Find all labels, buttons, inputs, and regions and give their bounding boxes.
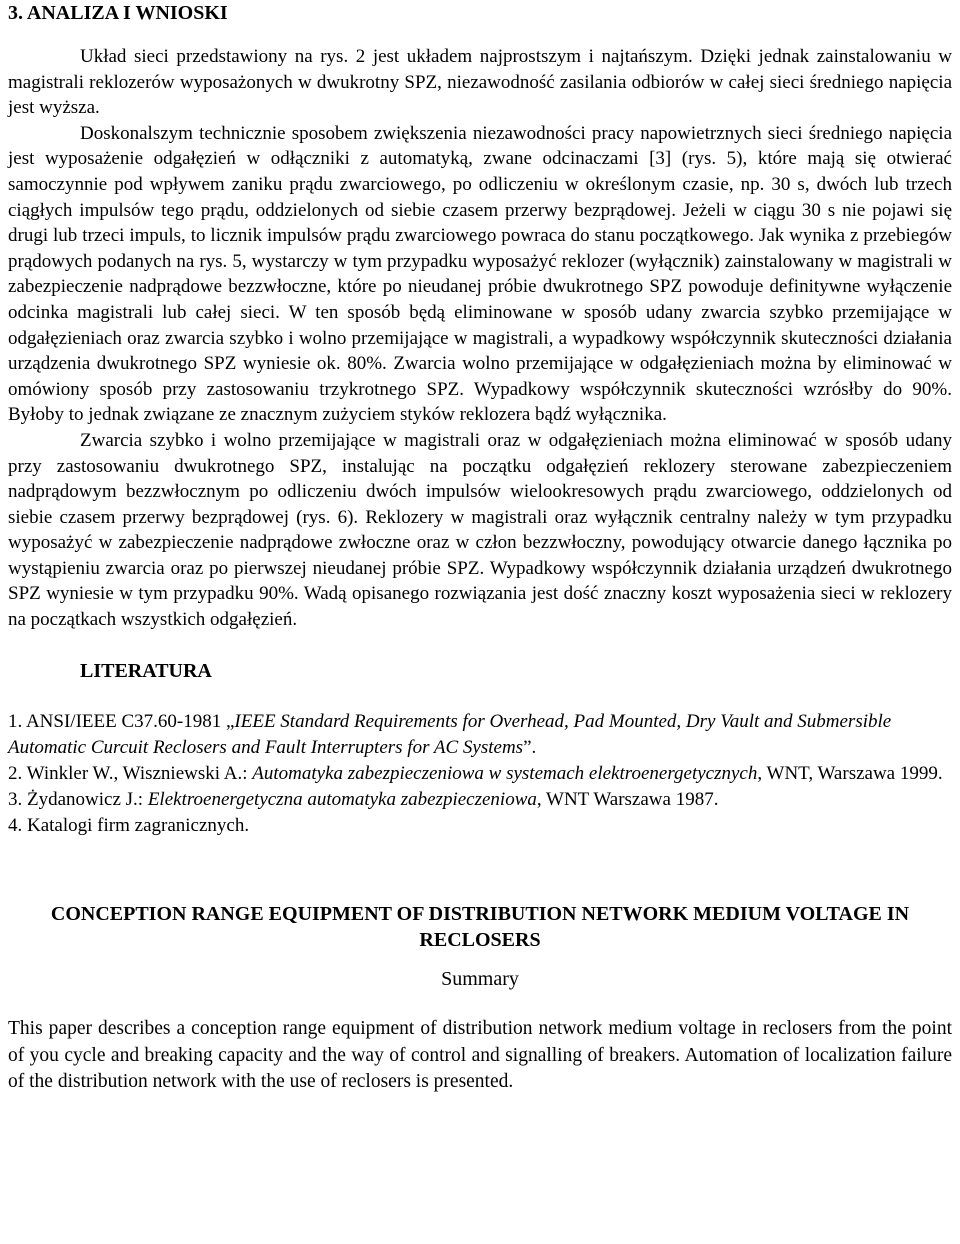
paragraph-2: Doskonalszym technicznie sposobem zwiększenia niezawodności pracy napowietrznych sieci średniego napięcia jest wyposażenie odgałęzień w odłączniki z automatyką, zwane odcinaczami [3] (rys. 5), które mają się otwierać samoczynnie pod wpływem zaniku prądu zwarciowego, po odliczeniu w określonym czasie, np. 30 s, dwóch lub trzech ciągłych impulsów tego prądu, oddzielonych od siebie czasem przerwy bezprądowej. Jeżeli w ciągu 30 s nie pojawi się drugi lub trzeci impuls, to licznik impulsów prądu zwarciowego powraca do stanu początkowego. Jak wynika z przebiegów prądowych podanych na rys. 5, wystarczy w tym przypadku wyposażyć reklozer (wyłącznik) zainstalowany w magistrali w zabezpieczenie nadprądowe bezzwłoczne, które po nieudanej próbie dwukrotnego SPZ powoduje definitywne wyłączenie odcinka magistrali lub całej sieci. W ten sposób będą eliminowane w sposób udany zwarcia szybko przemijające w odgałęzieniach oraz zwarcia szybko i wolno przemijające w magistrali, a wypadkowy współczynnik skuteczności działania urządzenia dwukrotnego SPZ wyniesie ok. 80%. Zwarcia wolno przemijające w odgałęzieniach można by eliminować w omówiony sposób przy zastosowaniu trzykrotnego SPZ. Wypadkowy współczynnik skuteczności wzrósłby do 90%. Byłoby to jednak związane ze znacznym zużyciem styków reklozera bądź wyłącznika. [8,122,952,426]
reference-suffix: , WNT Warszawa 1987. [536,788,719,810]
reference-prefix: 4. Katalogi firm zagranicznych. [8,814,250,836]
reference-prefix: 1. ANSI/IEEE C37.60-1981 „ [8,710,235,732]
reference-item [8,813,952,839]
reference-prefix: 2. Winkler W., Wiszniewski A.: [8,762,253,784]
reference-suffix: ”. [523,736,537,758]
summary-heading: Summary [441,967,519,990]
paragraph-3: Zwarcia szybko i wolno przemijające w magistrali oraz w odgałęzieniach można eliminować w sposób udany przy zastosowaniu dwukrotnego SPZ, instalując na początku odgałęzień reklozery sterowane zabezpieczeniem nadprądowym bezzwłocznym po odliczeniu dwóch impulsów wielookresowych prądu zwarciowego, oddzielonych od siebie czasem przerwy bezprądowej (rys. 6). Reklozery w magistrali oraz wyłącznik centralny należy w tym przypadku wyposażyć w zabezpieczenie nadprądowe zwłoczne oraz w człon bezzwłoczny, powodujący otwarcie danego łącznika po wystąpieniu zwarcia oraz po pierwszej nieudanej próbie SPZ. Wypadkowy współczynnik działania urządzeń dwukrotnego SPZ wyniesie w tym przypadku 90%. Wadą opisanego rozwiązania jest dość znaczny koszt wyposażenia sieci w reklozery na początkach wszystkich odgałęzień. [8,429,952,631]
section-body [8,44,952,633]
reference-item [8,709,952,761]
reference-prefix: 3. Żydanowicz J.: [8,788,148,810]
reference-title: Elektroenergetyczna automatyka zabezpieczeniowa [147,788,537,810]
summary-text: This paper describes a conception range equipment of distribution network medium voltage in reclosers from the point of you cycle and breaking capacity and the way of control and signalling of breakers. Automation of localization failure of the distribution network with the use of reclosers is presented. [8,1018,952,1093]
reference-item [8,761,952,787]
reference-suffix: , WNT, Warszawa 1999. [757,762,943,784]
paragraph-1: Układ sieci przedstawiony na rys. 2 jest układem najprostszym i najtańszym. Dzięki jednak zainstalowaniu w magistrali reklozerów wyposażonych w dwukrotny SPZ, niezawodność zasilania odbiorów w całej sieci średniego napięcia jest wyższa. [8,46,952,119]
reference-list [8,709,952,839]
literatura-heading: LITERATURA [80,659,212,682]
summary-title: CONCEPTION RANGE EQUIPMENT OF DISTRIBUTION NETWORK MEDIUM VOLTAGE IN RECLOSERS [50,902,910,951]
reference-item [8,787,952,813]
reference-title: IEEE Standard Requirements for Overhead, Pad Mounted, Dry Vault and Submersible Automatic Curcuit Reclosers and Fault Interrupters for AC Systems [8,710,892,758]
section-heading: 3. ANALIZA I WNIOSKI [8,2,228,24]
reference-title: Automatyka zabezpieczeniowa w systemach elektroenergetycznych [252,762,758,784]
